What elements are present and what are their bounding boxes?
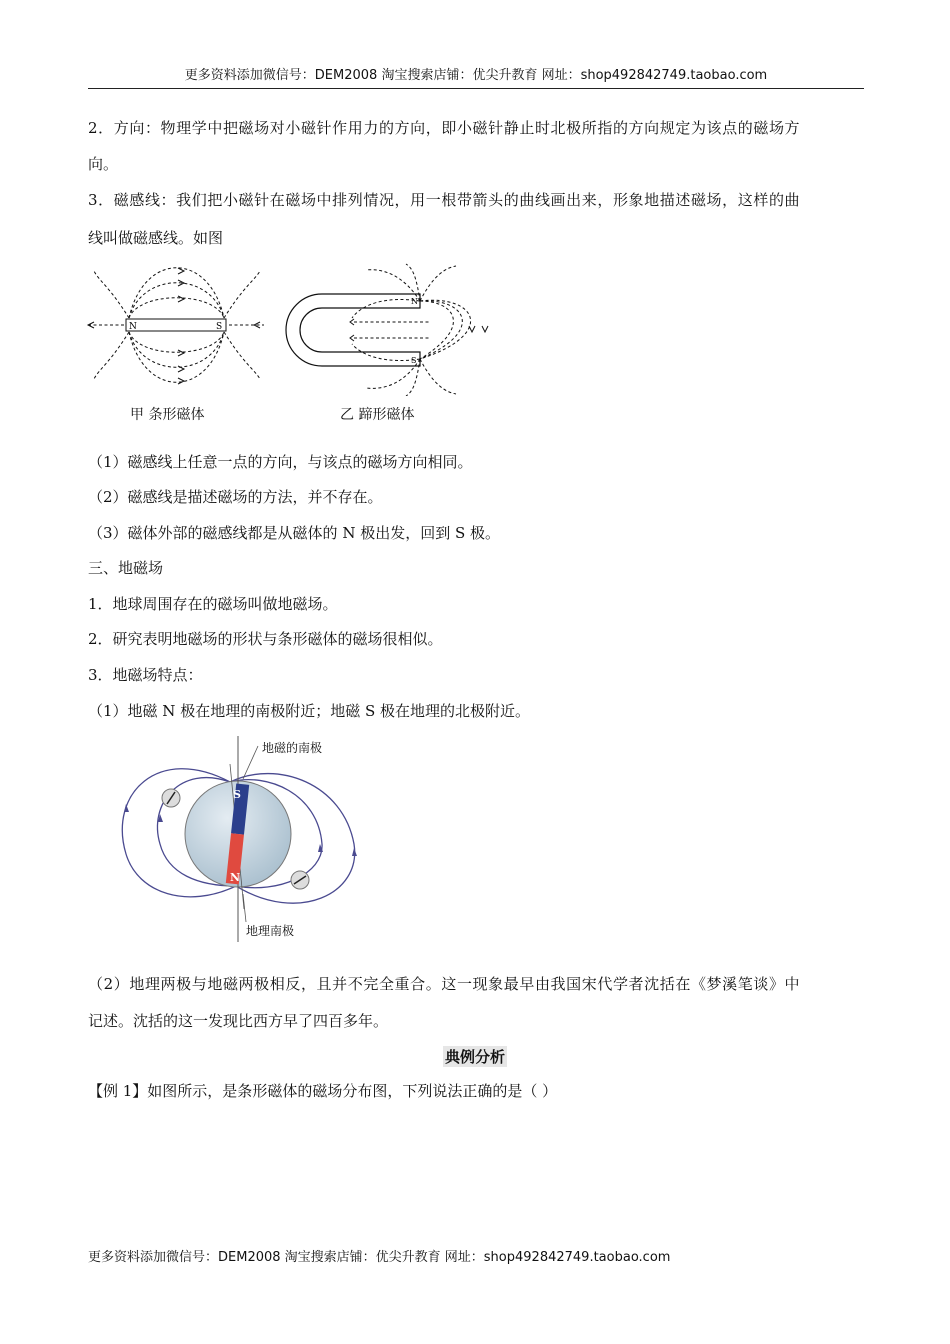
earth-field-point-2: 2．研究表明地磁场的形状与条形磁体的磁场很相似。: [88, 630, 443, 648]
earth-field-point-3-2-line2: 记述。沈括的这一发现比西方早了四百多年。: [88, 1012, 389, 1030]
magnet-pole-s-label: S: [233, 788, 241, 801]
earth-field-point-1: 1．地球周围存在的磁场叫做地磁场。: [88, 595, 338, 613]
note-1: （1）磁感线上任意一点的方向，与该点的磁场方向相同。: [88, 453, 473, 471]
earth-field-point-3-1: （1）地磁 N 极在地理的南极附近；地磁 S 极在地理的北极附近。: [88, 702, 531, 720]
magnet-pole-n-label: N: [230, 871, 241, 884]
horseshoe-pole-s-label: S: [411, 356, 417, 365]
horseshoe-pole-n-label: N: [411, 297, 418, 306]
note-3: （3）磁体外部的磁感线都是从磁体的 N 极出发，回到 S 极。: [88, 524, 501, 542]
earth-field-point-3: 3．地磁场特点：: [88, 666, 203, 684]
page-header: 更多资料添加微信号：DEM2008 淘宝搜索店铺：优尖升教育 网址：shop492842749.taobao.com: [88, 68, 864, 89]
example-1-question: 【例 1】如图所示，是条形磁体的磁场分布图，下列说法正确的是（ ）: [88, 1082, 558, 1100]
earth-field-point-3-2-line1: （2）地理两极与地磁两极相反，且并不完全重合。这一现象最早由我国宋代学者沈括在《梦溪笔谈》中: [88, 975, 801, 993]
section-3-heading: 三、地磁场: [88, 559, 164, 577]
bar-pole-s-label: S: [216, 322, 223, 332]
earth-magnetic-field-figure: [118, 734, 368, 944]
bar-magnet-diagram: [88, 268, 264, 384]
paragraph-direction-line1: 2．方向：物理学中把磁场对小磁针作用力的方向，即小磁针静止时北极所指的方向规定为该点的磁场方: [88, 119, 801, 137]
geomagnetic-south-pole-label: 地磁的南极: [262, 741, 323, 755]
note-2: （2）磁感线是描述磁场的方法，并不存在。: [88, 488, 383, 506]
paragraph-field-lines-line2: 线叫做磁感线。如图: [88, 229, 224, 247]
page-footer: 更多资料添加微信号：DEM2008 淘宝搜索店铺：优尖升教育 网址：shop492842749.taobao.com: [88, 1250, 671, 1265]
horseshoe-magnet-diagram: [286, 264, 488, 396]
paragraph-direction-line2: 向。: [88, 155, 119, 173]
paragraph-field-lines-line1: 3．磁感线：我们把小磁针在磁场中排列情况，用一根带箭头的曲线画出来，形象地描述磁场，这样的曲: [88, 191, 801, 209]
bar-pole-n-label: N: [129, 322, 137, 332]
horseshoe-magnet-caption: 乙 蹄形磁体: [340, 407, 415, 423]
geographic-south-pole-label: 地理南极: [246, 924, 295, 938]
section-title-examples: 典例分析: [445, 1048, 506, 1066]
bar-magnet-caption: 甲 条形磁体: [130, 407, 205, 423]
magnet-field-lines-figure: [84, 256, 504, 396]
